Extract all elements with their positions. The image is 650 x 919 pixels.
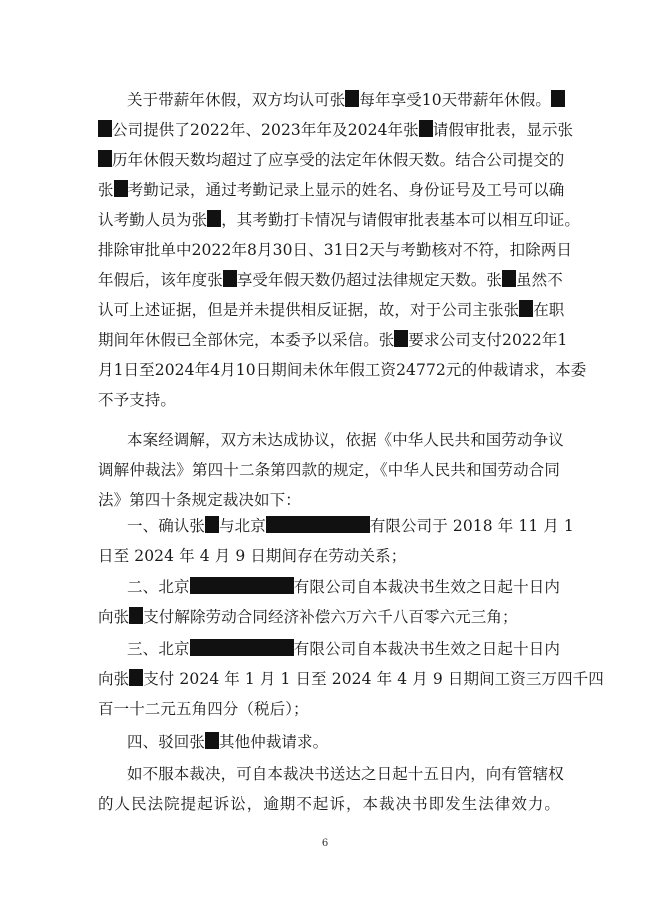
- text-segment: 法》第四十条规定裁决如下：: [98, 491, 301, 509]
- text-line: [98, 235, 573, 265]
- text-line: [98, 694, 560, 724]
- redaction-block: [394, 330, 408, 347]
- text-segment: 四、驳回张: [127, 733, 206, 751]
- text-segment: 关于带薪年休假，双方均认可张: [127, 91, 346, 109]
- text-line: [127, 727, 560, 757]
- text-line: [127, 511, 574, 541]
- text-segment: 张: [98, 181, 114, 199]
- text-line: [127, 572, 560, 602]
- text-segment: 支付解除劳动合同经济补偿六万六千八百零六元三角；: [143, 608, 518, 626]
- text-segment: 如不服本裁决，可自本裁决书送达之日起十五日内，向有管辖权: [127, 765, 564, 783]
- text-line: [127, 85, 560, 115]
- redaction-block: [551, 90, 565, 107]
- redaction-block: [519, 300, 533, 317]
- text-line: [98, 602, 560, 632]
- text-segment: 的人民法院提起诉讼，逾期不起诉，本裁决书即发生法律效力。: [98, 795, 560, 813]
- text-segment: 请假审批表，显示张: [432, 121, 574, 139]
- text-segment: 享受年假天数仍超过法律规定天数。张: [236, 271, 503, 289]
- redaction-block: [207, 210, 221, 227]
- text-segment: 支付 2024 年 1 月 1 日至 2024 年 4 月 9 日期间工资三万四千四: [143, 670, 604, 688]
- text-line: [98, 455, 560, 485]
- text-line: [98, 205, 581, 235]
- redaction-block: [114, 180, 128, 197]
- page-number: 6: [321, 838, 329, 849]
- redaction-block: [223, 270, 237, 287]
- text-segment: 不予支持。: [98, 391, 177, 409]
- text-segment: 百一十二元五角四分（税后）；: [98, 700, 309, 718]
- redaction-block: [98, 150, 112, 167]
- text-line: [98, 355, 587, 385]
- text-line: [98, 664, 604, 694]
- text-segment: 考勤记录，通过考勤记录上显示的姓名、身份证号及工号可以确: [127, 181, 565, 199]
- redaction-block: [266, 516, 370, 533]
- text-line: [98, 175, 565, 205]
- text-segment: 向张: [98, 608, 130, 626]
- text-segment: 公司提供了2022年、2023年年及2024年张: [112, 121, 419, 139]
- redaction-block: [419, 120, 433, 137]
- text-segment: 在职: [533, 301, 565, 319]
- text-segment: 年假后，该年度张: [98, 271, 223, 289]
- text-segment: 二、北京: [127, 578, 190, 596]
- text-segment: 其他仲裁请求。: [219, 733, 329, 751]
- text-segment: 有限公司自本裁决书生效之日起十日内: [293, 578, 560, 596]
- text-segment: 月1日至2024年4月10日期间未休年假工资24772元的仲裁请求，本委: [98, 361, 587, 379]
- redaction-block: [129, 607, 143, 624]
- redaction-block: [205, 516, 219, 533]
- redaction-block: [98, 120, 112, 137]
- text-segment: 排除审批单中2022年8月30日、31日2天与考勤核对不符，扣除两日: [98, 241, 573, 259]
- text-line: [127, 759, 564, 789]
- text-segment: 本案经调解，双方未达成协议，依据《中华人民共和国劳动争议: [127, 431, 564, 449]
- text-segment: ，其考勤打卡情况与请假审批表基本可以相互印证。: [221, 211, 581, 229]
- redaction-block: [129, 669, 143, 686]
- redaction-block: [502, 270, 516, 287]
- text-segment: 与北京: [219, 517, 266, 535]
- text-line: [98, 145, 565, 175]
- text-segment: 认考勤人员为张: [98, 211, 208, 229]
- text-line: [98, 541, 560, 571]
- text-segment: 日至 2024 年 4 月 9 日期间存在劳动关系；: [98, 547, 407, 565]
- text-line: [98, 265, 563, 295]
- text-line: [98, 295, 565, 325]
- text-segment: 期间年休假已全部休完，本委予以采信。张: [98, 331, 395, 349]
- text-segment: 要求公司支付2022年1: [408, 331, 568, 349]
- text-segment: 一、确认张: [127, 517, 206, 535]
- text-line: [127, 425, 564, 455]
- text-segment: 调解仲裁法》第四十二条第四款的规定，《中华人民共和国劳动合同: [98, 461, 560, 479]
- text-line: [98, 789, 560, 819]
- text-segment: 有限公司自本裁决书生效之日起十日内: [293, 640, 560, 658]
- text-segment: 历年休假天数均超过了应享受的法定年休假天数。结合公司提交的: [112, 151, 565, 169]
- redaction-block: [190, 639, 294, 656]
- text-segment: 虽然不: [516, 271, 563, 289]
- text-segment: 三、北京: [127, 640, 190, 658]
- redaction-block: [205, 732, 219, 749]
- text-segment: 向张: [98, 670, 130, 688]
- redaction-block: [190, 577, 294, 594]
- text-segment: 认可上述证据，但是并未提供相反证据，故，对于公司主张张: [98, 301, 520, 319]
- text-segment: 每年享受10天带薪年休假。: [359, 91, 551, 109]
- text-line: [98, 325, 568, 355]
- text-line: [127, 634, 560, 664]
- text-line: [98, 385, 560, 415]
- redaction-block: [345, 90, 359, 107]
- text-line: [98, 115, 574, 145]
- text-segment: 有限公司于 2018 年 11 月 1: [369, 517, 574, 535]
